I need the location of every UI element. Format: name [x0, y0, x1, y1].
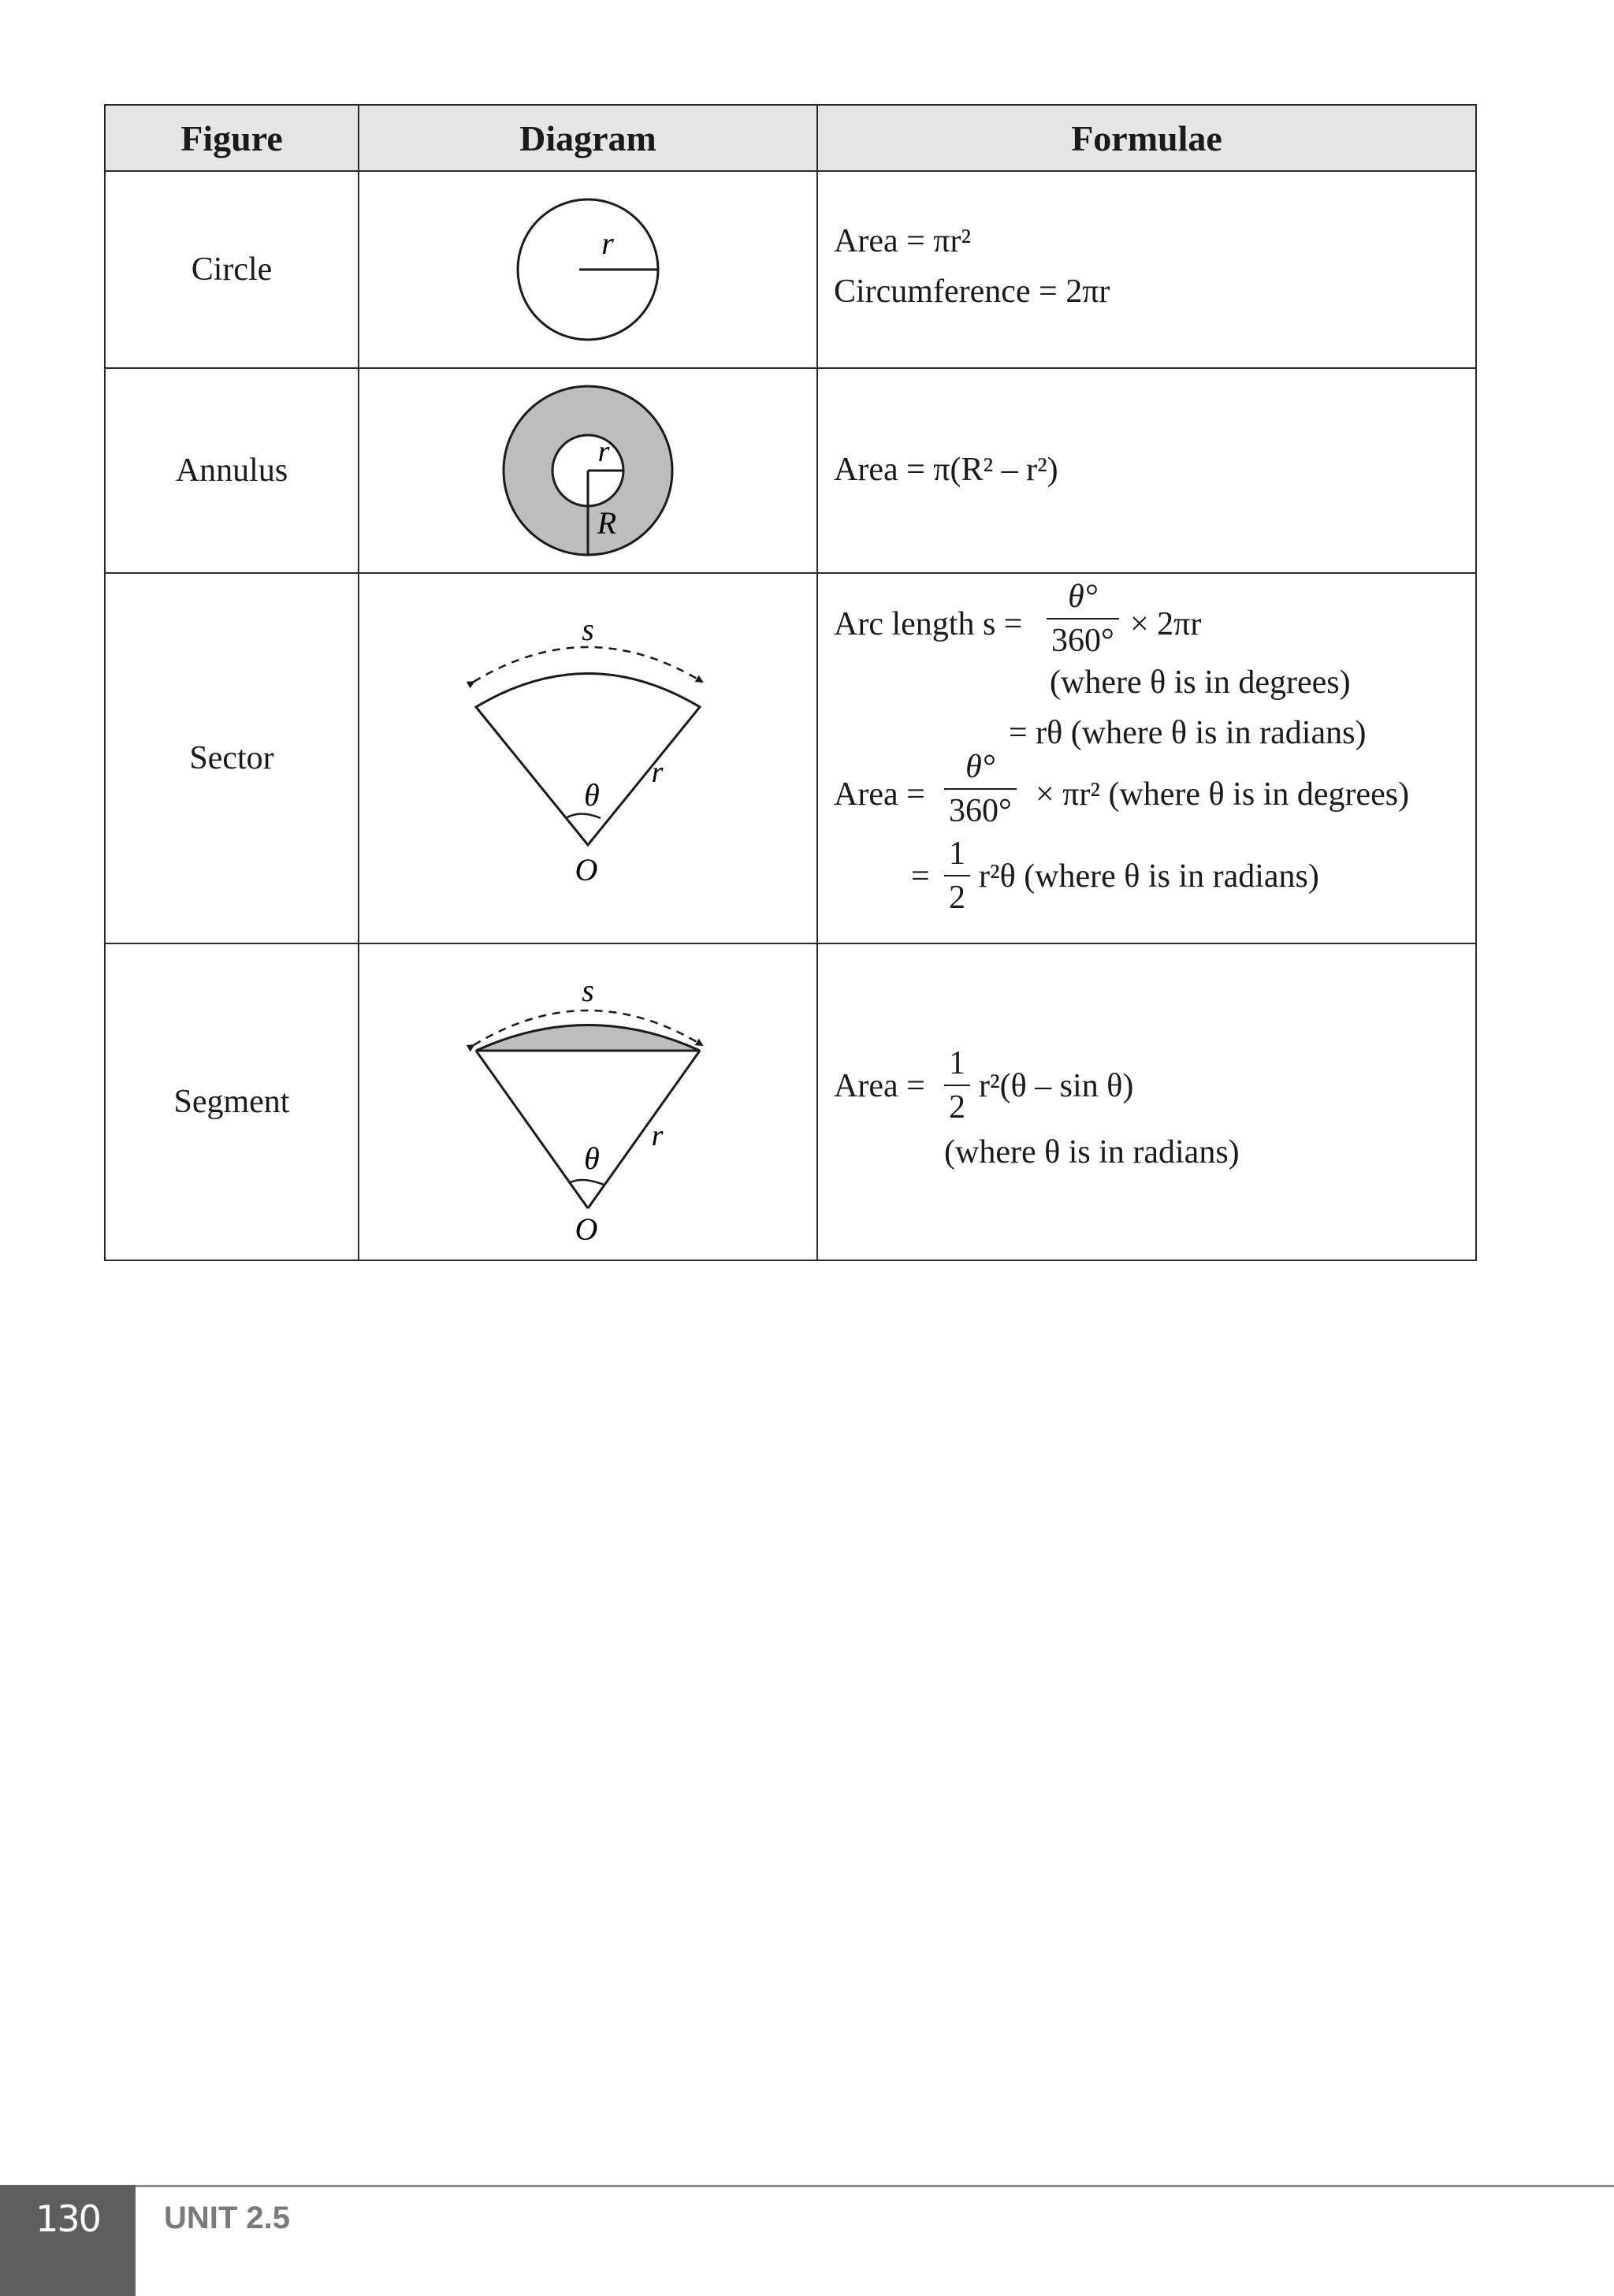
sector-area2-frac-num: 1 [949, 835, 965, 872]
diagram-sector-cell [359, 573, 817, 943]
segment-area-fraction [944, 1047, 970, 1124]
segment-shaded-region [476, 1025, 700, 1051]
segment-centre-label: O [575, 1211, 598, 1247]
annulus-diagram [493, 376, 682, 565]
segment-angle-label: θ [584, 1141, 600, 1176]
header-figure: Figure [105, 105, 359, 171]
segment-angle-arc [569, 1180, 604, 1185]
sector-area-prefix: Area = [834, 776, 925, 813]
figure-name-annulus: Annulus [105, 368, 359, 573]
segment-area-prefix: Area = [834, 1068, 925, 1104]
diagram-segment-cell [359, 943, 817, 1260]
table-row-annulus [105, 368, 1476, 573]
sector-area2-frac-den: 2 [944, 875, 970, 914]
sector-arc-fraction [1047, 580, 1119, 657]
circle-radius-label: r [601, 225, 614, 261]
sector-radius-label: r [651, 756, 664, 789]
segment-radii [476, 1051, 700, 1208]
sector-area2-prefix: = [911, 858, 930, 895]
table-header-row [105, 105, 1476, 171]
sector-shape [476, 674, 700, 846]
sector-area2-suffix: r²θ (where θ is in radians) [979, 858, 1319, 895]
sector-area-frac-den: 360° [944, 788, 1017, 828]
segment-arc-label: s [582, 973, 594, 1008]
sector-diagram [454, 612, 722, 900]
table-row-circle [105, 171, 1476, 368]
annulus-inner-radius-label: r [597, 435, 610, 468]
segment-diagram [454, 960, 722, 1247]
sector-arc-suffix: × 2πr [1130, 606, 1202, 642]
segment-area-frac-num: 1 [949, 1045, 965, 1081]
sector-arc-frac-num: θ° [1068, 579, 1098, 615]
figure-name-segment: Segment [105, 943, 359, 1260]
segment-note: (where θ is in radians) [944, 1134, 1240, 1170]
sector-area-frac-num: θ° [965, 749, 995, 785]
sector-area2-fraction [944, 837, 970, 914]
diagram-circle-cell [359, 171, 817, 368]
formulae-table [104, 104, 1477, 1261]
annulus-outer-radius-label: R [597, 505, 617, 541]
sector-centre-label: O [575, 852, 598, 888]
sector-arc-prefix: Arc length s = [834, 606, 1023, 642]
figure-name-sector: Sector [105, 573, 359, 943]
sector-arc-radians: = rθ (where θ is in radians) [1009, 715, 1367, 751]
circle-diagram [509, 191, 667, 348]
segment-area-suffix: r²(θ – sin θ) [979, 1068, 1134, 1104]
header-formulae: Formulae [817, 105, 1476, 171]
table-row-segment [105, 943, 1476, 1260]
sector-arc-arrow [474, 647, 702, 682]
page-number: 130 [35, 2197, 100, 2240]
sector-angle-label: θ [584, 777, 600, 813]
table-row-sector [105, 573, 1476, 943]
header-diagram: Diagram [359, 105, 817, 171]
circle-circumference-formula: Circumference = 2πr [834, 274, 1110, 310]
sector-arc-label: s [582, 612, 594, 647]
sector-area-fraction [944, 750, 1017, 828]
sector-arc-note-degrees: (where θ is in degrees) [1050, 664, 1351, 701]
sector-area-suffix: × πr² (where θ is in degrees) [1036, 776, 1410, 813]
circle-area-formula: Area = πr² [834, 223, 972, 259]
sector-arc-frac-den: 360° [1047, 618, 1119, 657]
formulae-sector [817, 573, 1476, 943]
formulae-annulus [817, 368, 1476, 573]
annulus-area-formula: Area = π(R² – r²) [834, 452, 1058, 488]
segment-area-frac-den: 2 [944, 1085, 970, 1124]
footer-rule [136, 2185, 1614, 2187]
figure-name-circle: Circle [105, 171, 359, 368]
sector-angle-arc [566, 814, 601, 819]
segment-radius-label: r [651, 1119, 664, 1152]
diagram-annulus-cell [359, 368, 817, 573]
unit-label: UNIT 2.5 [164, 2201, 291, 2235]
formulae-segment [817, 943, 1476, 1260]
formulae-circle [817, 171, 1476, 368]
